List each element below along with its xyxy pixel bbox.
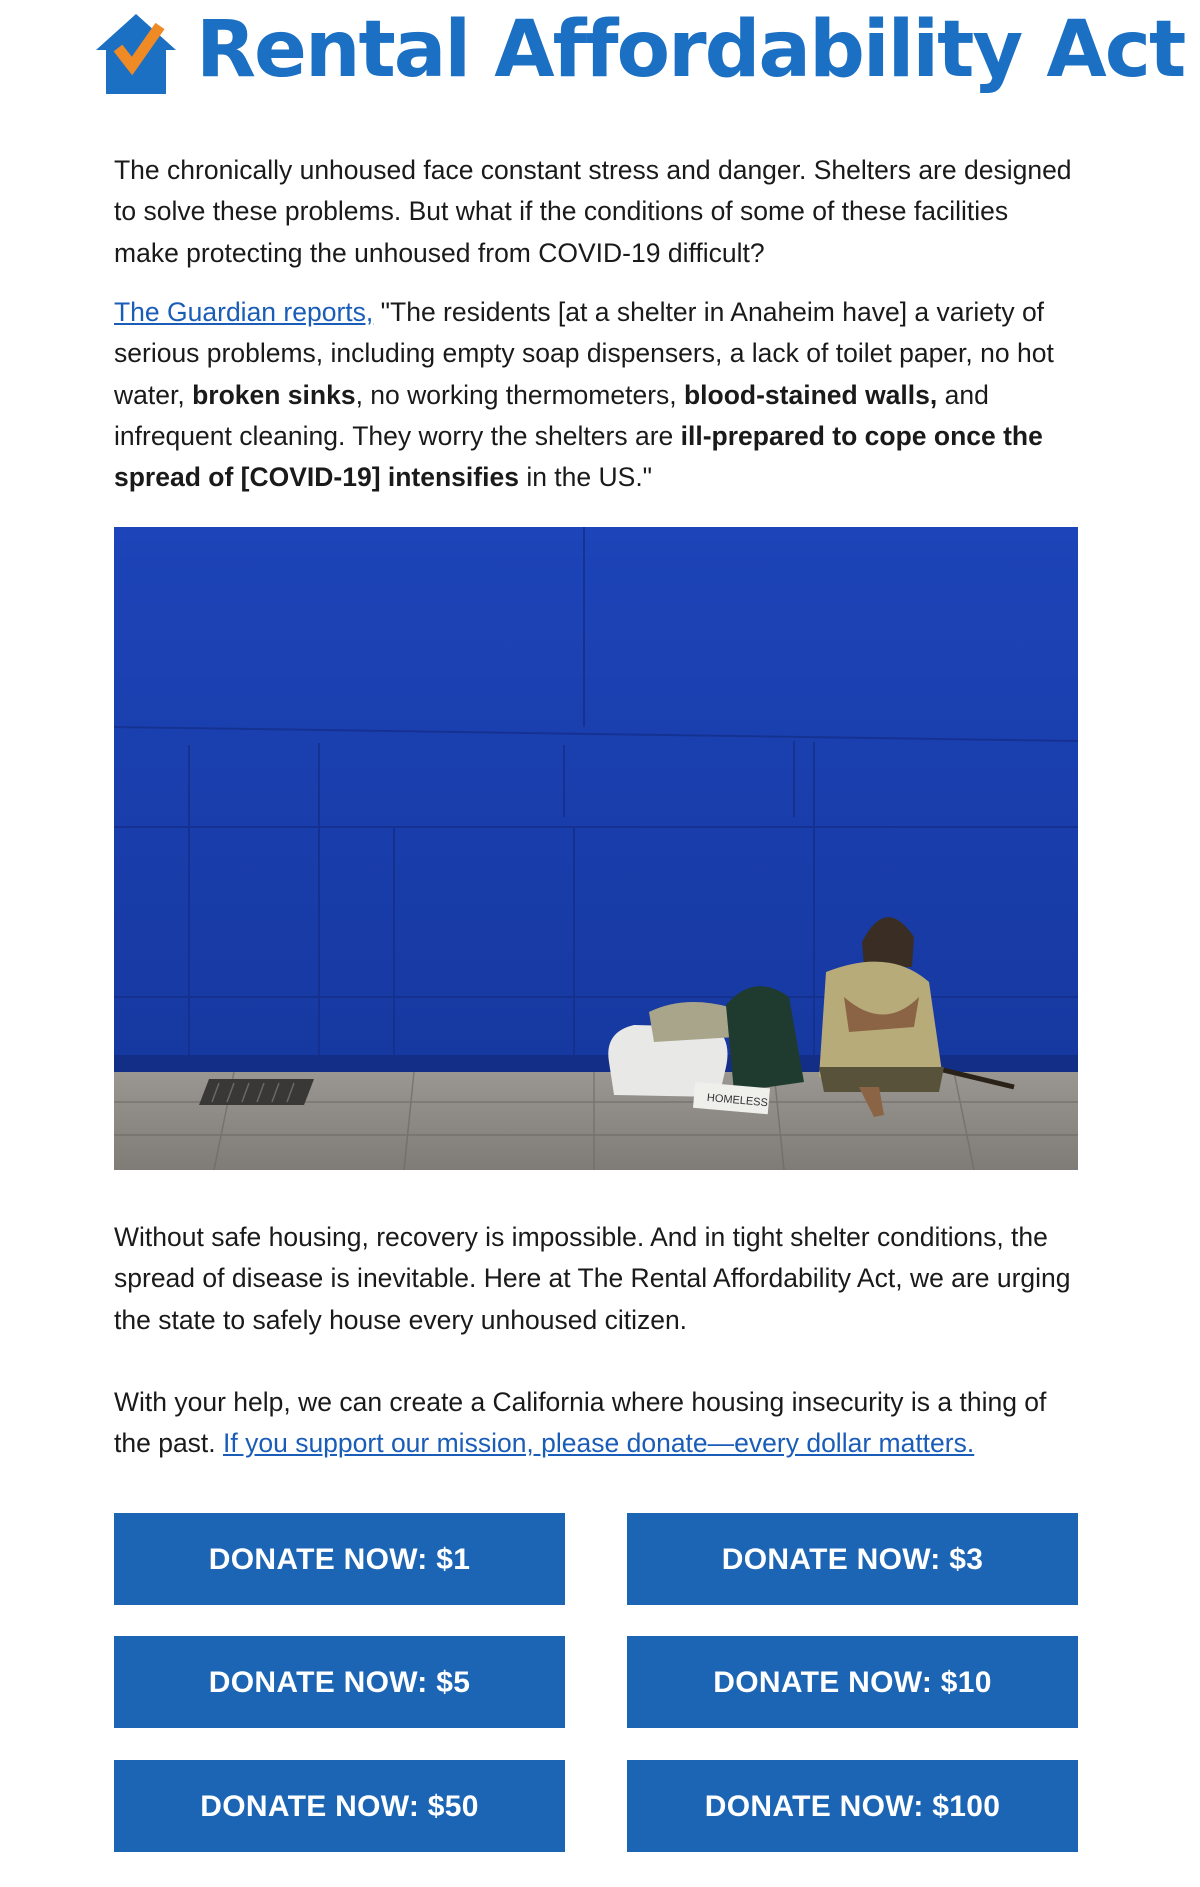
quote-text-4: in the US." xyxy=(518,462,653,493)
header xyxy=(0,0,1200,115)
quote-text-3: and infrequent cleaning. They worry the shelters are xyxy=(114,379,989,451)
quote-bold-1: broken sinks xyxy=(192,379,356,410)
quote-text-2: , no working thermometers, xyxy=(355,379,684,410)
donate-10-button[interactable]: DONATE NOW: $10 xyxy=(627,1636,1078,1728)
support-text: With your help, we can create a California where housing insecurity is a thing of the past. xyxy=(114,1387,1047,1459)
quote-bold-3: ill-prepared to cope once the spread of [COVID-19] intensifies xyxy=(114,420,1043,493)
intro-paragraph: The chronically unhoused face constant stress and danger. Shelters are designed to solve these problems. But what if the conditions of some of these facilities make protecting the unhoused from COVID-19 difficult? xyxy=(114,155,1072,268)
bag-label: HOMELESS xyxy=(706,1091,769,1110)
donate-100-button[interactable]: DONATE NOW: $100 xyxy=(627,1760,1078,1852)
page-title: Rental Affordability Act xyxy=(196,5,1185,95)
donate-link[interactable]: If you support our mission, please donate—every dollar matters. xyxy=(223,1428,975,1459)
quote-text-1: "The residents [at a shelter in Anaheim have] a variety of serious problems, including empty soap dispensers, a lack of toilet paper, no hot water, xyxy=(114,297,1054,410)
donate-5-button[interactable]: DONATE NOW: $5 xyxy=(114,1636,565,1728)
support-paragraph xyxy=(114,1382,1078,1465)
guardian-quote-paragraph xyxy=(114,292,1078,498)
donate-50-button[interactable]: DONATE NOW: $50 xyxy=(114,1760,565,1852)
homeless-man-photo xyxy=(114,527,1078,1170)
house-checkmark-icon xyxy=(94,12,178,96)
donate-3-button[interactable]: DONATE NOW: $3 xyxy=(627,1513,1078,1605)
donate-1-button[interactable]: DONATE NOW: $1 xyxy=(114,1513,565,1605)
guardian-link[interactable]: The Guardian reports, xyxy=(114,297,374,327)
housing-paragraph: Without safe housing, recovery is impossible. And in tight shelter conditions, the spread of disease is inevitable. Here at The Rental Affordability Act, we are urging the state to safely house every unhoused citizen. xyxy=(114,1222,1071,1335)
quote-bold-2: blood-stained walls, xyxy=(684,379,938,410)
